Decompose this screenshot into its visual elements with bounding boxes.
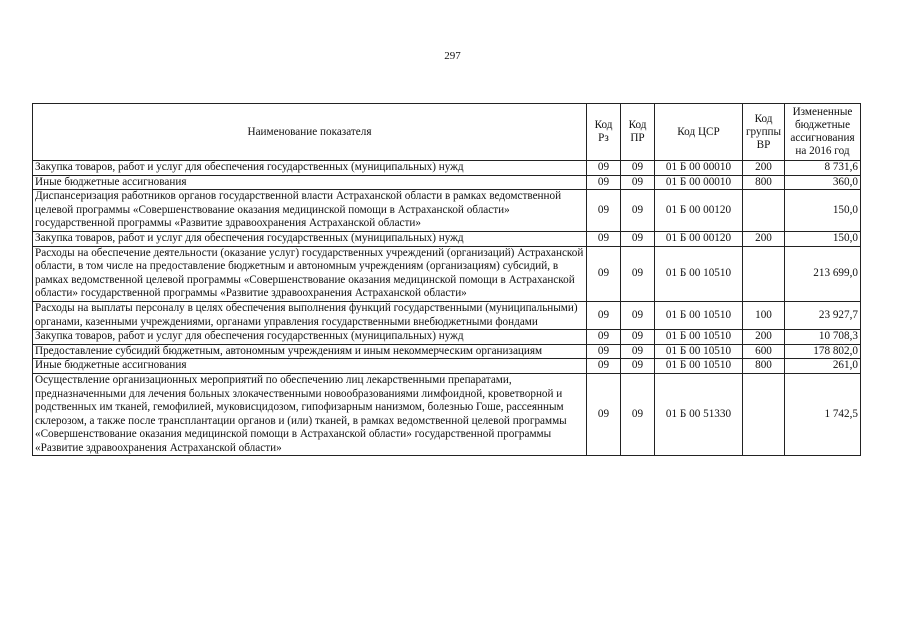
row-rz: 09	[587, 359, 621, 374]
table-row	[33, 301, 861, 329]
row-rz: 09	[587, 175, 621, 190]
table-row	[33, 175, 861, 190]
row-name: Иные бюджетные ассигнования	[33, 175, 587, 190]
page-number: 297	[444, 50, 461, 62]
row-rz: 09	[587, 190, 621, 232]
row-pr: 09	[621, 344, 655, 359]
row-rz: 09	[587, 330, 621, 345]
row-rz: 09	[587, 246, 621, 301]
row-csr: 01 Б 00 10510	[655, 301, 743, 329]
row-vr	[743, 373, 785, 456]
row-rz: 09	[587, 344, 621, 359]
row-amount: 1 742,5	[785, 373, 861, 456]
row-name: Расходы на выплаты персоналу в целях обеспечения выполнения функций государственными (муниципальными) органами, казенными учреждениями, органами управления государственными внебюджетными фондами	[33, 301, 587, 329]
row-name: Осуществление организационных мероприятий по обеспечению лиц лекарственными препаратами, предназначенными для лечения больных злокачественными новообразованиями лимфоидной, кроветворной и родственных им тканей, гемофилией, муковисцидозом, гипофизарным нанизмом, болезнью Гоше, рассеянным склерозом, а также после трансплантации органов и (или) тканей, в рамках ведомственной целевой программы «Совершенствование оказания медицинской помощи в Астраханской области» государственной программы «Развитие здравоохранения Астраханской области»	[33, 373, 587, 456]
row-vr: 100	[743, 301, 785, 329]
row-amount: 213 699,0	[785, 246, 861, 301]
row-pr: 09	[621, 175, 655, 190]
header-amount: Измененные бюджетные ассигнования на 2016 год	[785, 104, 861, 161]
table-row	[33, 359, 861, 374]
row-pr: 09	[621, 301, 655, 329]
row-vr: 200	[743, 161, 785, 176]
row-rz: 09	[587, 301, 621, 329]
row-pr: 09	[621, 246, 655, 301]
row-name: Закупка товаров, работ и услуг для обеспечения государственных (муниципальных) нужд	[33, 161, 587, 176]
row-vr: 200	[743, 231, 785, 246]
row-rz: 09	[587, 373, 621, 456]
row-name: Закупка товаров, работ и услуг для обеспечения государственных (муниципальных) нужд	[33, 231, 587, 246]
table-row	[33, 190, 861, 232]
row-amount: 23 927,7	[785, 301, 861, 329]
table-row	[33, 246, 861, 301]
header-rz: Код Рз	[587, 104, 621, 161]
budget-table	[32, 103, 861, 456]
table-row	[33, 231, 861, 246]
header-csr: Код ЦСР	[655, 104, 743, 161]
row-vr: 800	[743, 175, 785, 190]
row-amount: 178 802,0	[785, 344, 861, 359]
row-name: Предоставление субсидий бюджетным, автономным учреждениям и иным некоммерческим организациям	[33, 344, 587, 359]
row-csr: 01 Б 00 00010	[655, 175, 743, 190]
row-rz: 09	[587, 231, 621, 246]
row-pr: 09	[621, 231, 655, 246]
row-name: Закупка товаров, работ и услуг для обеспечения государственных (муниципальных) нужд	[33, 330, 587, 345]
header-pr: Код ПР	[621, 104, 655, 161]
row-amount: 150,0	[785, 231, 861, 246]
header-name: Наименование показателя	[33, 104, 587, 161]
row-amount: 8 731,6	[785, 161, 861, 176]
row-csr: 01 Б 00 51330	[655, 373, 743, 456]
row-amount: 261,0	[785, 359, 861, 374]
row-pr: 09	[621, 330, 655, 345]
row-vr: 600	[743, 344, 785, 359]
row-pr: 09	[621, 359, 655, 374]
table-row	[33, 161, 861, 176]
row-amount: 150,0	[785, 190, 861, 232]
table-row	[33, 330, 861, 345]
row-amount: 360,0	[785, 175, 861, 190]
row-csr: 01 Б 00 10510	[655, 344, 743, 359]
row-vr: 200	[743, 330, 785, 345]
row-csr: 01 Б 00 00010	[655, 161, 743, 176]
row-vr	[743, 246, 785, 301]
row-name: Иные бюджетные ассигнования	[33, 359, 587, 374]
row-vr: 800	[743, 359, 785, 374]
row-rz: 09	[587, 161, 621, 176]
row-csr: 01 Б 00 00120	[655, 231, 743, 246]
header-vr: Код группы ВР	[743, 104, 785, 161]
table-row	[33, 373, 861, 456]
row-csr: 01 Б 00 10510	[655, 330, 743, 345]
row-pr: 09	[621, 161, 655, 176]
row-pr: 09	[621, 190, 655, 232]
table-row	[33, 344, 861, 359]
row-vr	[743, 190, 785, 232]
row-csr: 01 Б 00 10510	[655, 359, 743, 374]
row-csr: 01 Б 00 00120	[655, 190, 743, 232]
row-csr: 01 Б 00 10510	[655, 246, 743, 301]
row-pr: 09	[621, 373, 655, 456]
table-header-row	[33, 104, 861, 161]
row-name: Расходы на обеспечение деятельности (оказание услуг) государственных учреждений (организаций) Астраханской области, в том числе на предоставление бюджетным и автономным учреждениям (организациям) субсидий, в рамках ведомственной целевой программы «Совершенствование оказания медицинской помощи в Астраханской области» государственной программы «Развитие здравоохранения Астраханской области»	[33, 246, 587, 301]
row-amount: 10 708,3	[785, 330, 861, 345]
row-name: Диспансеризация работников органов государственной власти Астраханской области в рамках ведомственной целевой программы «Совершенствование оказания медицинской помощи в Астраханской области» государственной программы «Развитие здравоохранения Астраханской области»	[33, 190, 587, 232]
